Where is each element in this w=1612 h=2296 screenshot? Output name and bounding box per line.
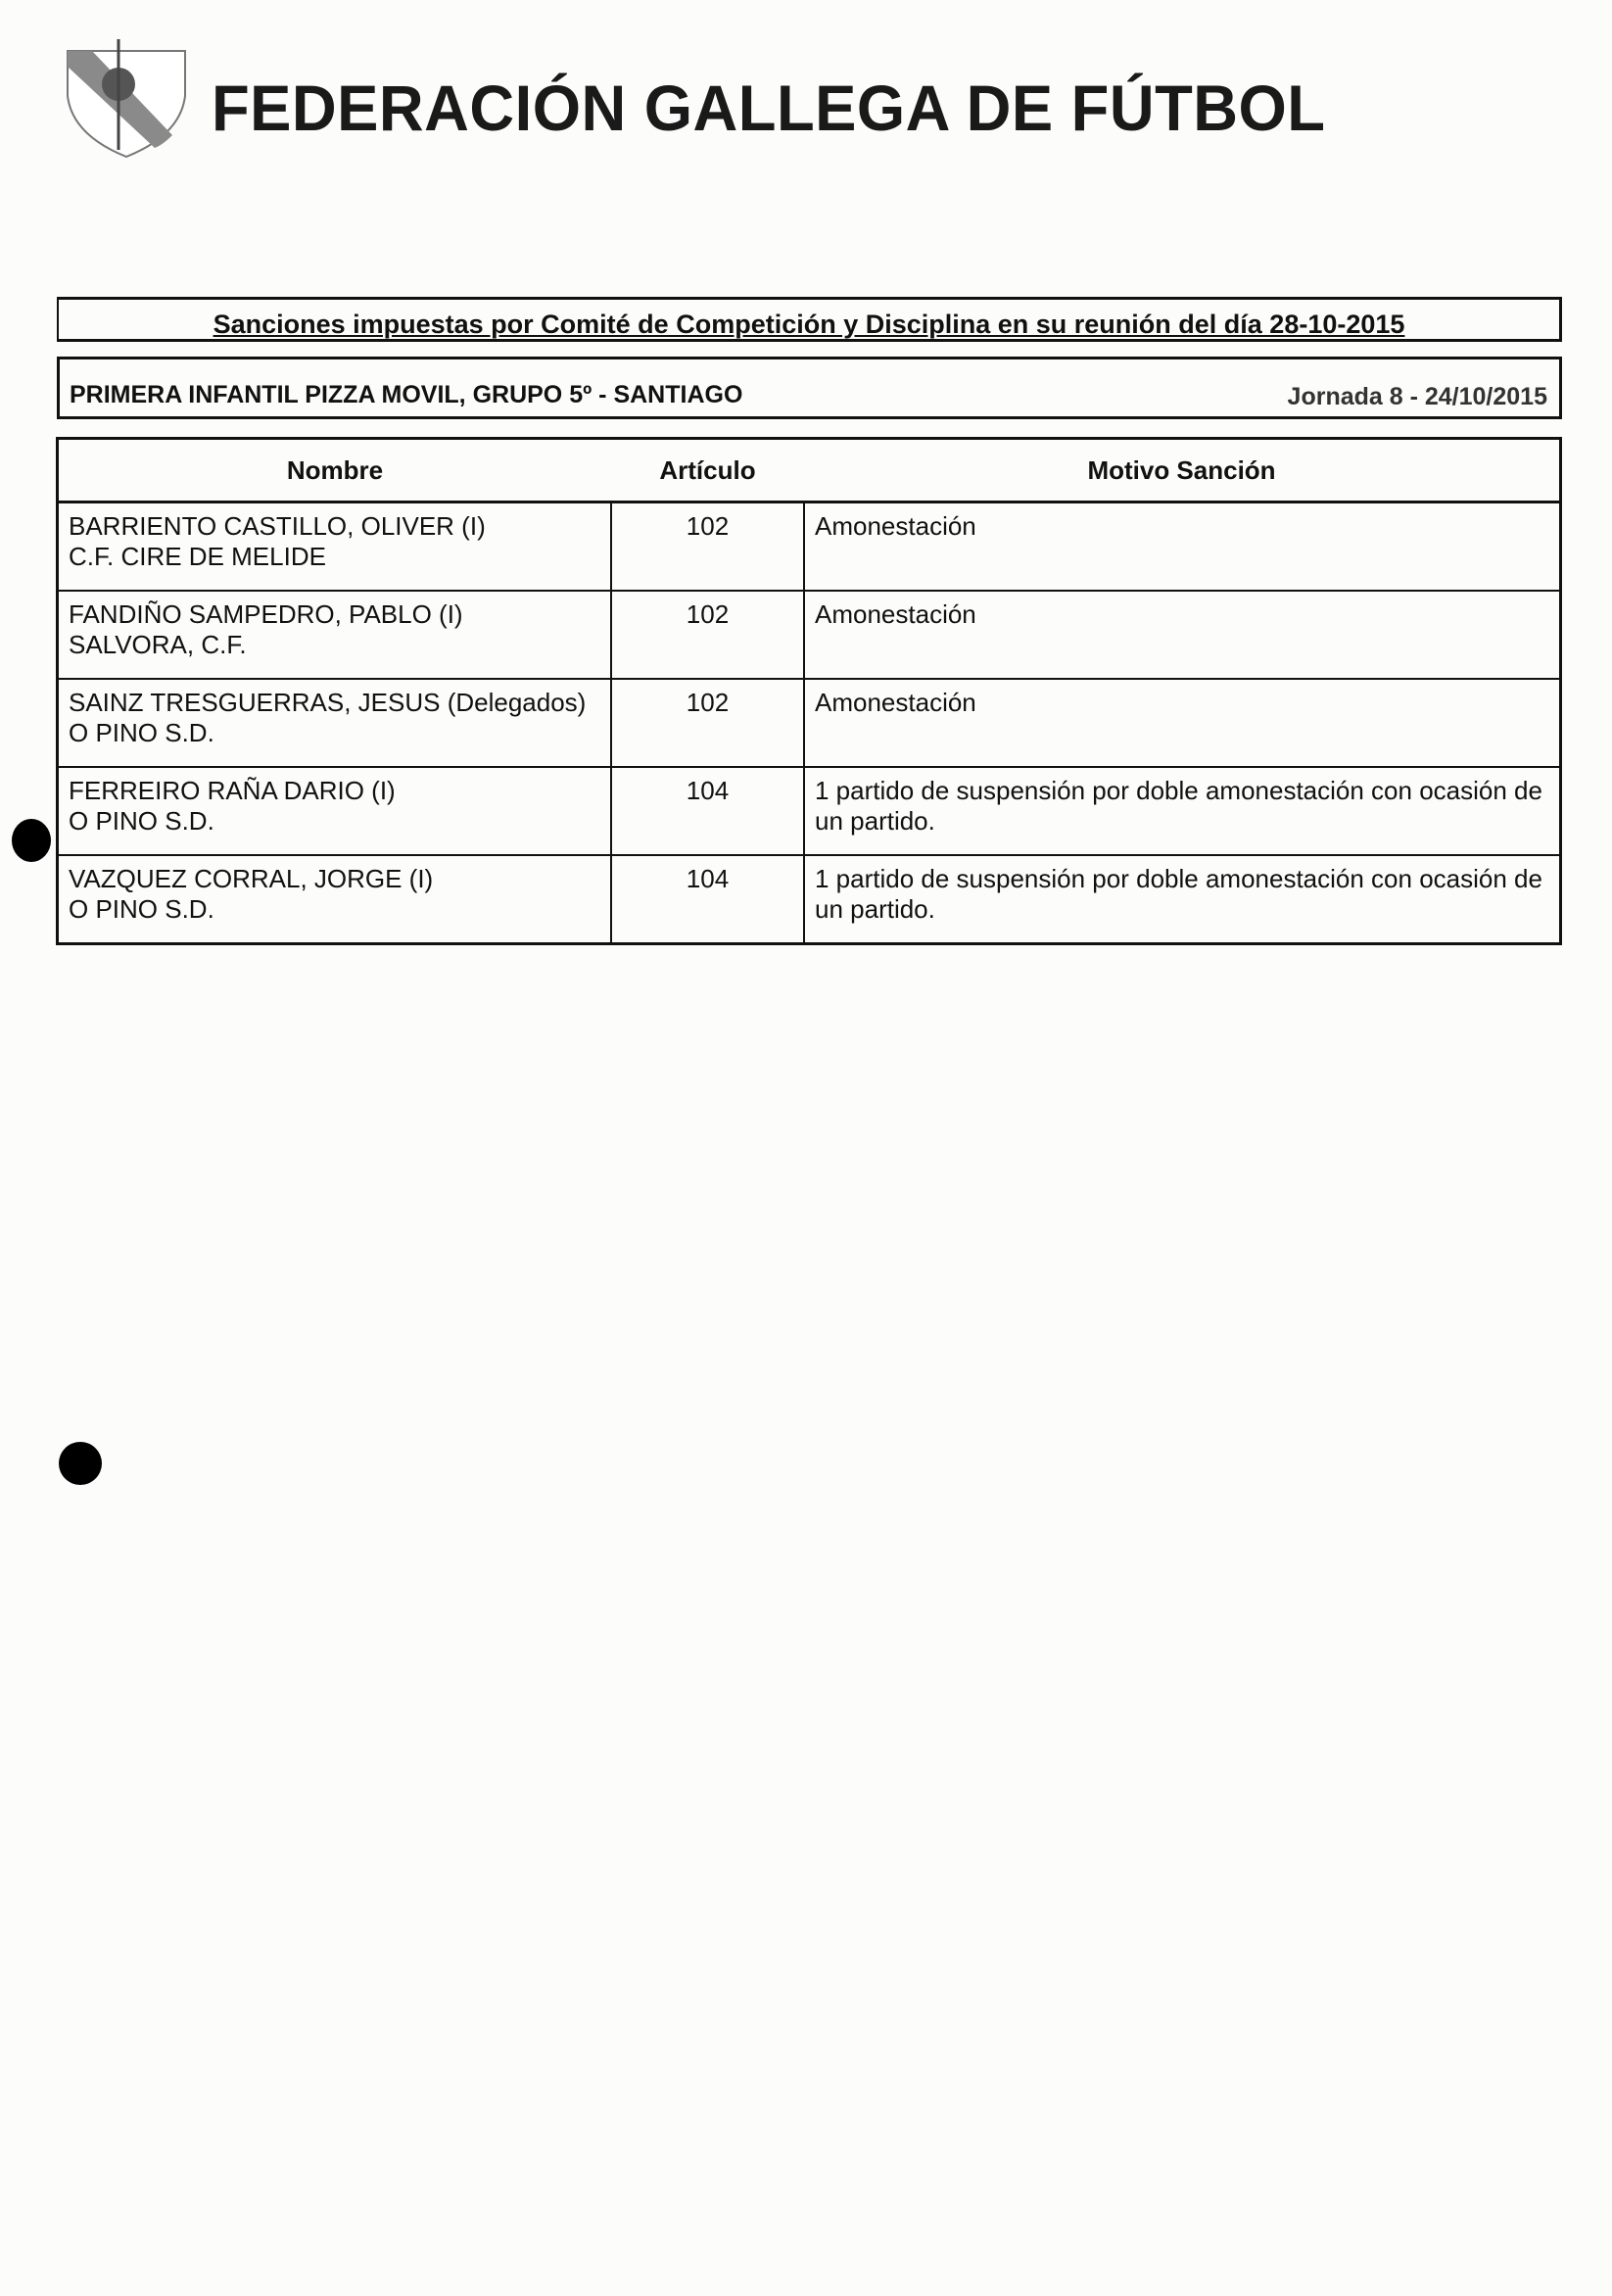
table-row <box>58 767 1561 855</box>
table-row <box>58 855 1561 944</box>
article-cell: 102 <box>611 591 804 679</box>
name-cell <box>58 679 612 767</box>
article-cell: 102 <box>611 679 804 767</box>
table-row <box>58 679 1561 767</box>
reason-cell: 1 partido de suspensión por doble amonestación con ocasión de un partido. <box>804 767 1561 855</box>
reason-cell: Amonestación <box>804 679 1561 767</box>
player-name: BARRIENTO CASTILLO, OLIVER (I) <box>69 511 486 541</box>
col-motivo: Motivo Sanción <box>804 439 1561 502</box>
punch-hole-mark <box>12 819 51 862</box>
page-title: FEDERACIÓN GALLEGA DE FÚTBOL <box>212 72 1326 144</box>
table-row <box>58 591 1561 679</box>
punch-hole-mark <box>59 1442 102 1485</box>
article-cell: 104 <box>611 767 804 855</box>
col-nombre: Nombre <box>58 439 612 502</box>
competition-box <box>57 357 1562 419</box>
player-name: FANDIÑO SAMPEDRO, PABLO (I) <box>69 599 463 629</box>
article-cell: 104 <box>611 855 804 944</box>
name-cell <box>58 855 612 944</box>
name-cell <box>58 767 612 855</box>
session-title-box <box>57 297 1562 342</box>
competition-name: PRIMERA INFANTIL PIZZA MOVIL, GRUPO 5º - SANTIAGO <box>70 381 743 408</box>
reason-cell: Amonestación <box>804 591 1561 679</box>
name-cell <box>58 591 612 679</box>
reason-cell: 1 partido de suspensión por doble amonestación con ocasión de un partido. <box>804 855 1561 944</box>
reason-cell: Amonestación <box>804 502 1561 592</box>
round-date: Jornada 8 - 24/10/2015 <box>1287 383 1547 410</box>
club-name: C.F. CIRE DE MELIDE <box>69 542 326 571</box>
article-cell: 102 <box>611 502 804 592</box>
table-header <box>58 439 1561 502</box>
club-name: O PINO S.D. <box>69 718 214 747</box>
session-title: Sanciones impuestas por Comité de Competición y Disciplina en su reunión del día 28-10-2015 <box>213 310 1405 339</box>
player-name: VAZQUEZ CORRAL, JORGE (I) <box>69 864 434 893</box>
table-row <box>58 502 1561 592</box>
name-cell <box>58 502 612 592</box>
club-name: O PINO S.D. <box>69 894 214 924</box>
club-name: O PINO S.D. <box>69 806 214 836</box>
player-name: FERREIRO RAÑA DARIO (I) <box>69 776 396 805</box>
sanctions-table <box>56 437 1562 945</box>
col-articulo: Artículo <box>611 439 804 502</box>
player-name: SAINZ TRESGUERRAS, JESUS (Delegados) <box>69 688 587 717</box>
club-name: SALVORA, C.F. <box>69 630 247 659</box>
federation-logo <box>65 37 188 159</box>
